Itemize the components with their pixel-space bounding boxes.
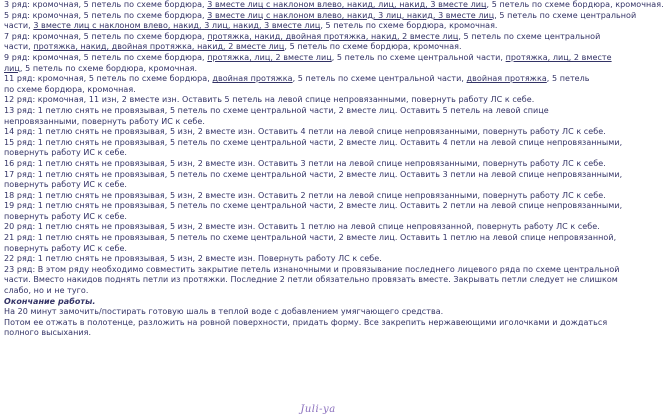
section-heading	[4, 297, 632, 308]
text-segment: повернуть работу ИС к себе.	[4, 211, 128, 221]
text-segment: , 5 петель по схеме бордюра, кромочная.	[320, 21, 498, 31]
text-line	[4, 0, 664, 11]
text-segment: Потом ее отжать в полотенце, разложить на ровной поверхности, придать форму. Все закрепить нержавеющими иголочками и дождаться	[4, 317, 608, 327]
text-line	[4, 42, 632, 53]
text-line	[4, 138, 632, 149]
text-line	[4, 286, 632, 297]
text-line	[4, 127, 632, 138]
text-line	[4, 32, 632, 43]
text-segment: 5 ряд: кромочная, 5 петель по схеме бордюра,	[4, 10, 208, 20]
text-segment: , 5 петель по схеме центральной части,	[292, 74, 467, 84]
text-segment: части,	[4, 42, 34, 52]
text-segment: полного высыхания.	[4, 328, 92, 338]
text-segment: 21 ряд: 1 петлю снять не провязывая, 5 петель по схеме центральной части, 2 вместе лиц. Оставить 1 петлю на левой спице непровязанной,	[4, 233, 617, 243]
underlined-segment: лиц	[4, 63, 20, 73]
text-segment: 13 ряд: 1 петлю снять не провязывая, 5 петель по схеме центральной части, 2 вместе лиц. Оставить 5 петель на левой спице	[4, 105, 549, 115]
text-line	[4, 244, 632, 255]
author-signature: Juli-ya	[300, 404, 336, 415]
text-segment: 14 ряд: 1 петлю снять не провязывая, 5 изн, 2 вместе изн. Оставить 4 петли на левой спице непровязанными, повернуть работу ЛС к себе.	[4, 127, 606, 137]
text-line	[4, 106, 632, 117]
text-line	[4, 53, 632, 64]
text-line	[4, 212, 632, 223]
text-segment: 15 ряд: 1 петлю снять не провязывая, 5 петель по схеме центральной части, 2 вместе лиц. Оставить 4 петли на левой спице непровязанными,	[4, 137, 623, 147]
text-segment: 3 ряд: кромочная, 5 петель по схеме бордюра,	[4, 0, 208, 9]
text-segment: , 5 петель	[546, 74, 590, 84]
text-segment: 7 ряд: кромочная, 5 петель по схеме бордюра,	[4, 31, 208, 41]
text-line	[4, 307, 632, 318]
text-segment: , 5 петель по схеме центральной	[458, 31, 601, 41]
text-line	[4, 180, 632, 191]
text-segment: слабо, но и не туго.	[4, 286, 89, 296]
text-segment: 18 ряд: 1 петлю снять не провязывая, 5 изн, 2 вместе изн. Оставить 2 петли на левой спице непровязанными, повернуть работу ЛС к себе.	[4, 190, 606, 200]
text-line	[4, 85, 632, 96]
text-segment: 17 ряд: 1 петлю снять не провязывая, 5 петель по схеме центральной части, 2 вместе лиц. Оставить 3 петли на левой спице непровязанными,	[4, 169, 623, 179]
text-line	[4, 318, 632, 329]
text-segment: 20 ряд: 1 петлю снять не провязывая, 5 изн, 2 вместе изн. Оставить 1 петлю на левой спице непровязанной, повернуть работу ЛС к себе.	[4, 222, 600, 232]
text-segment: 9 ряд: кромочная, 5 петель по схеме бордюра,	[4, 52, 208, 62]
text-segment: повернуть работу ИС к себе.	[4, 180, 128, 190]
text-segment: 11 ряд: кромочная, 5 петель по схеме бордюра,	[4, 74, 213, 84]
text-segment: части,	[4, 21, 34, 31]
text-line	[4, 233, 632, 244]
text-line	[4, 201, 632, 212]
underlined-segment: протяжка, накид, двойная протяжка, накид, 2 вместе лиц	[207, 31, 459, 41]
text-line	[4, 222, 632, 233]
text-segment: , 5 петель по схеме бордюра, кромочная.	[486, 0, 664, 9]
text-line	[4, 64, 632, 75]
underlined-segment: протяжка, лиц, 2 вместе	[505, 52, 612, 62]
text-segment: повернуть работу ИС к себе.	[4, 148, 128, 158]
text-segment: повернуть работу ИС к себе.	[4, 243, 128, 253]
document-body	[4, 0, 664, 339]
underlined-segment: двойная протяжка	[212, 74, 293, 84]
text-line	[4, 117, 632, 128]
text-line	[4, 148, 632, 159]
text-segment: , 5 петель по схеме бордюра, кромочная.	[19, 63, 198, 73]
underlined-segment: протяжка, накид, двойная протяжка, накид, 2 вместе лиц	[33, 42, 285, 52]
underlined-segment: 3 вместе лиц с наклоном влево, накид, 3 лиц, накид, 3 вместе лиц	[207, 10, 495, 20]
text-segment: 12 ряд: кромочная, 11 изн, 2 вместе изн. Оставить 5 петель на левой спице непровязанными, повернуть работу ЛС к себе.	[4, 95, 535, 105]
text-line	[4, 254, 632, 265]
text-line	[4, 74, 632, 85]
text-line	[4, 191, 632, 202]
text-segment: На 20 минут замочить/постирать готовую шаль в теплой воде с добавлением умягчающего средства.	[4, 307, 444, 317]
text-line	[4, 10, 637, 22]
text-segment: , 5 петель по схеме центральной части,	[331, 52, 506, 62]
text-line	[4, 265, 632, 276]
underlined-segment: 3 вместе лиц с наклоном влево, накид, 3 лиц, накид, 3 вместе лиц	[33, 21, 321, 31]
text-segment: по схеме бордюра, кромочная.	[4, 84, 136, 94]
text-line	[4, 159, 632, 170]
text-segment: 23 ряд: В этом ряду необходимо совместить закрытие петель изнаночными и провязывание последнего лицевого ряда по схеме центральной	[4, 264, 620, 274]
text-segment: , 5 петель по схеме бордюра, кромочная.	[284, 42, 462, 52]
text-line	[4, 275, 632, 286]
text-line	[4, 21, 632, 32]
text-segment: , 5 петель по схеме центральной	[494, 10, 637, 20]
text-segment: непровязанными, повернуть работу ИС к себе.	[4, 116, 205, 126]
text-line	[4, 328, 632, 339]
text-segment: 22 ряд: 1 петлю снять не провязывая, 5 изн, 2 вместе изн. Повернуть работу ЛС к себе.	[4, 254, 382, 264]
text-line	[4, 95, 632, 106]
text-segment: Окончание работы.	[4, 296, 96, 306]
underlined-segment: двойная протяжка	[466, 74, 547, 84]
text-line	[4, 170, 632, 181]
underlined-segment: протяжка, лиц, 2 вместе лиц	[207, 52, 332, 62]
text-segment: 19 ряд: 1 петлю снять не провязывая, 5 петель по схеме центральной части, 2 вместе лиц. Оставить 2 петли на левой спице непровязанными,	[4, 201, 623, 211]
underlined-segment: 3 вместе лиц с наклоном влево, накид, лиц, накид, 3 вместе лиц	[207, 0, 487, 9]
text-segment: 16 ряд: 1 петлю снять не провязывая, 5 изн, 2 вместе изн. Оставить 3 петли на левой спице непровязанными, повернуть работу ЛС к себе.	[4, 158, 606, 168]
text-segment: части. Вместо накидов поднять петли из протяжки. Последние 2 петли обязательно провязать вместе. Закрывать петли следует не слишком	[4, 275, 618, 285]
